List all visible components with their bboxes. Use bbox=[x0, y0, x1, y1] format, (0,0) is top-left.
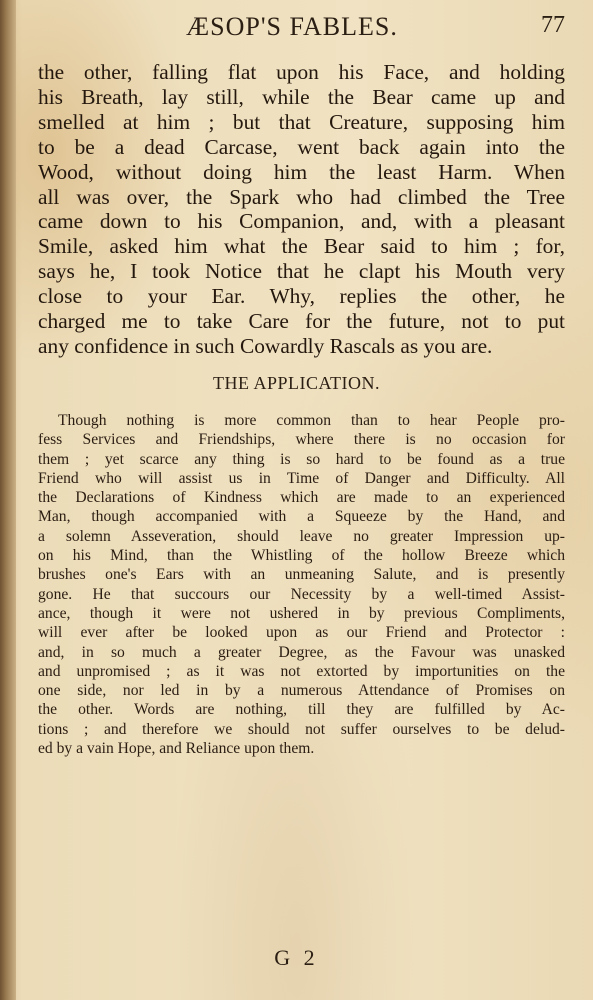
body-line: says he, I took Notice that he clapt his Mouth very bbox=[38, 259, 565, 284]
application-line: tions ; and therefore we should not suffer ourselves to be delud- bbox=[38, 720, 565, 738]
body-line: to be a dead Carcase, went back again into the bbox=[38, 134, 565, 159]
page-gutter-edge bbox=[0, 0, 16, 1000]
signature-mark: G 2 bbox=[274, 945, 319, 970]
body-line: came down to his Companion, and, with a pleasant bbox=[38, 209, 565, 234]
application-line: ance, though it were not ushered in by previous Compliments, bbox=[38, 604, 565, 622]
fable-body-text bbox=[38, 60, 565, 359]
application-line: them ; yet scarce any thing is so hard to be found as a true bbox=[38, 450, 565, 468]
application-line: one side, nor led in by a numerous Attendance of Promises on bbox=[38, 682, 565, 700]
application-line: brushes one's Ears with an unmeaning Salute, and is presently bbox=[38, 566, 565, 584]
application-line: will ever after be looked upon as our Friend and Protector : bbox=[38, 624, 565, 642]
body-line: Wood, without doing him the least Harm. When bbox=[38, 159, 565, 184]
application-line: gone. He that succours our Necessity by a well-timed Assist- bbox=[38, 585, 565, 603]
application-line: and unpromised ; as it was not extorted by importunities on the bbox=[38, 662, 565, 680]
section-heading: THE APPLICATION. bbox=[212, 373, 380, 393]
application-line: and, in so much a greater Degree, as the Favour was unasked bbox=[38, 643, 565, 661]
body-line: his Breath, lay still, while the Bear came up and bbox=[38, 84, 565, 109]
body-line: all was over, the Spark who had climbed the Tree bbox=[38, 184, 565, 209]
application-line: Though nothing is more common than to hear People pro- bbox=[58, 412, 565, 429]
page-number: 77 bbox=[541, 12, 565, 38]
body-line: smelled at him ; but that Creature, supposing him bbox=[38, 109, 565, 134]
body-line: any confidence in such Cowardly Rascals as you are. bbox=[38, 333, 493, 358]
body-line: charged me to take Care for the future, not to put bbox=[38, 309, 565, 334]
application-line: fess Services and Friendships, where there is no occasion for bbox=[38, 431, 565, 449]
application-line: Man, though accompanied with a Squeeze by the Hand, and bbox=[38, 508, 565, 526]
application-text bbox=[38, 411, 565, 758]
body-line: close to your Ear. Why, replies the other, he bbox=[38, 284, 565, 309]
application-line: the Declarations of Kindness which are made to an experienced bbox=[38, 489, 565, 507]
application-line: ed by a vain Hope, and Reliance upon them. bbox=[38, 740, 315, 758]
application-line: the other. Words are nothing, till they are fulfilled by Ac- bbox=[38, 701, 565, 719]
page-header bbox=[0, 8, 593, 42]
application-line: a solemn Asseveration, should leave no greater Impression up- bbox=[38, 527, 565, 545]
running-title: ÆSOP'S FABLES. bbox=[186, 12, 398, 41]
application-line: on his Mind, than the Whistling of the hollow Breeze which bbox=[38, 547, 565, 565]
body-line: the other, falling flat upon his Face, and holding bbox=[38, 60, 565, 84]
body-line: Smile, asked him what the Bear said to him ; for, bbox=[38, 234, 565, 259]
application-line: Friend who will assist us in Time of Danger and Difficulty. All bbox=[38, 469, 565, 487]
